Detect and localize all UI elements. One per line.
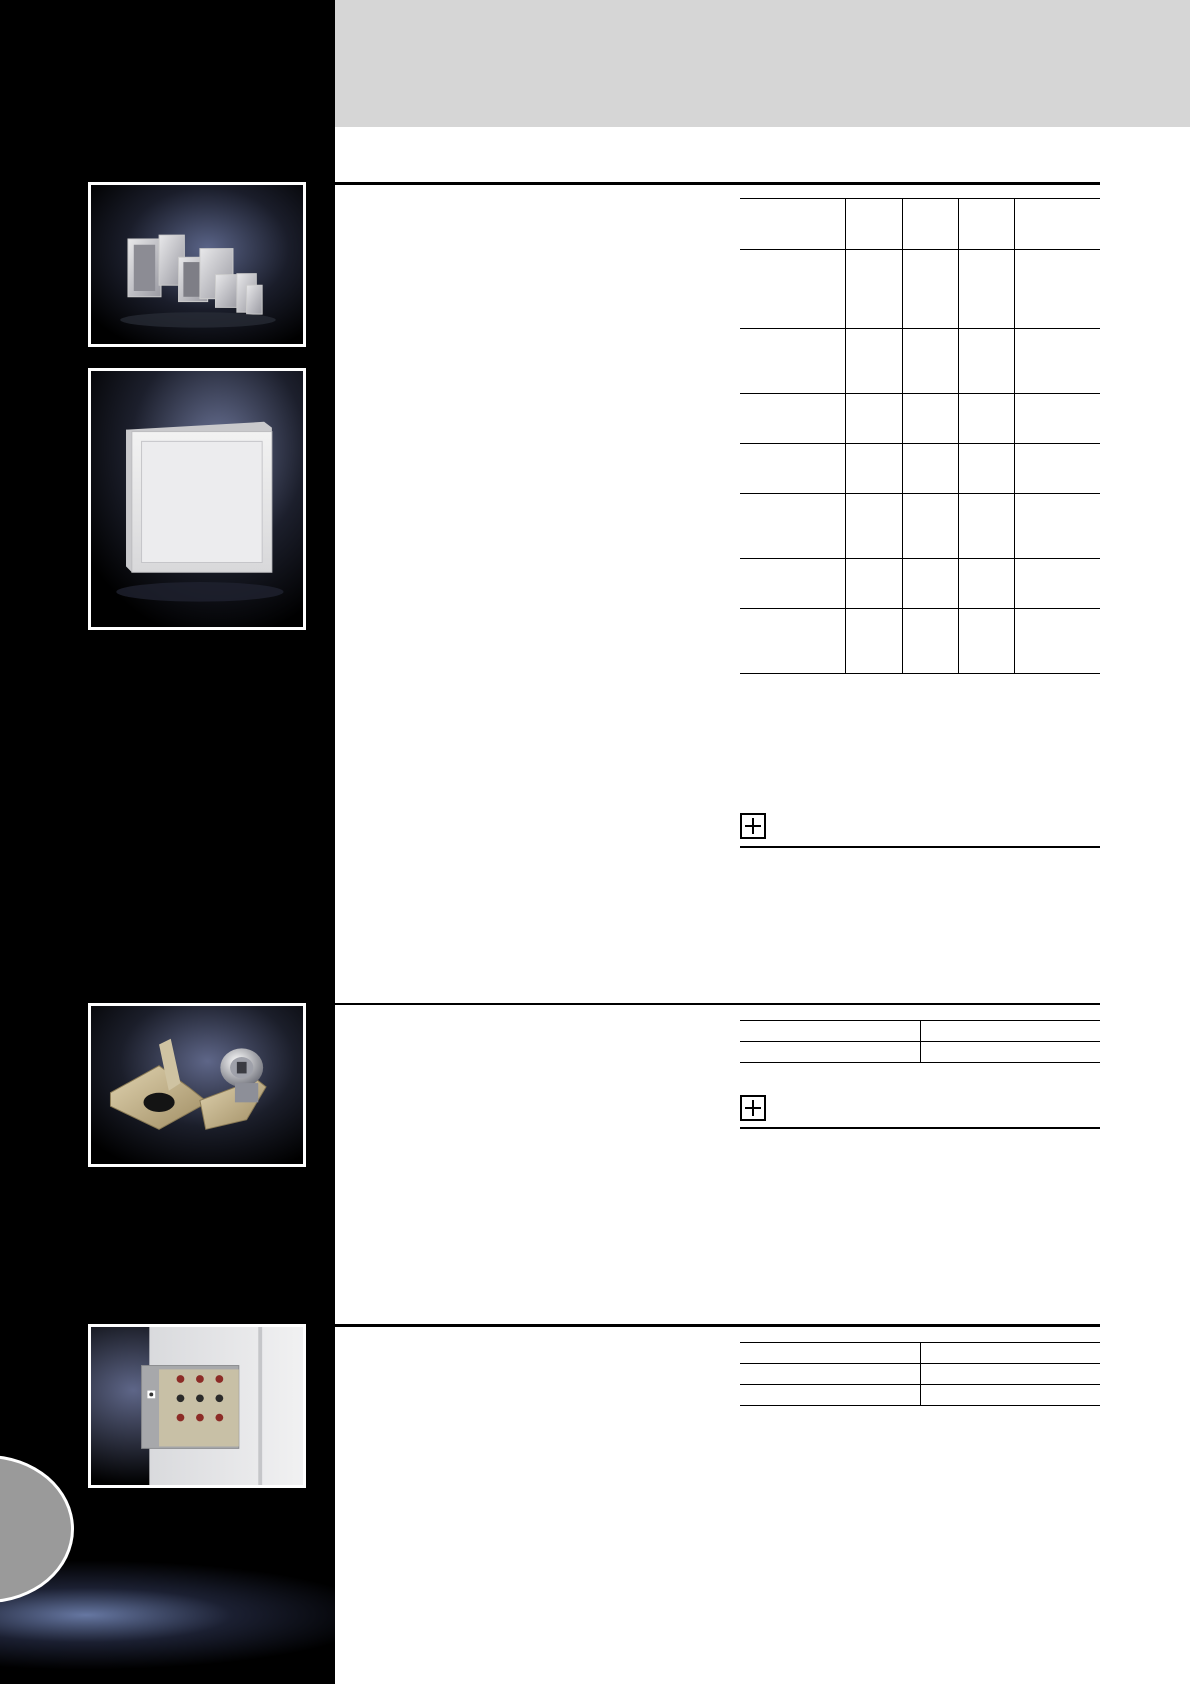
table-row [740,250,1100,329]
table-row [740,394,1100,444]
filter-data-table [740,198,1100,674]
table-row [740,559,1100,609]
section-rule [335,1324,1100,1327]
filter-box-photo [88,368,306,630]
table-row [740,444,1100,494]
table-row [740,609,1100,674]
table-row [740,329,1100,394]
lock-data-table [740,1020,1100,1063]
table-row [740,1042,1100,1063]
plus-icon [740,1095,766,1121]
key-box-data-table [740,1342,1100,1406]
table-row [740,1021,1100,1042]
accessory-rule [740,846,1100,848]
header-band [335,0,1190,127]
table-row [740,199,1100,250]
table-row [740,1343,1100,1364]
table-row [740,1364,1100,1385]
key-box-photo [88,1324,306,1488]
table-row [740,494,1100,559]
section-rule [335,1003,1100,1005]
filter-mats-photo [88,182,306,347]
plus-icon [740,813,766,839]
section-rule [335,182,1100,185]
accessory-rule [740,1127,1100,1129]
table-row [740,1385,1100,1406]
cam-lock-photo [88,1003,306,1167]
